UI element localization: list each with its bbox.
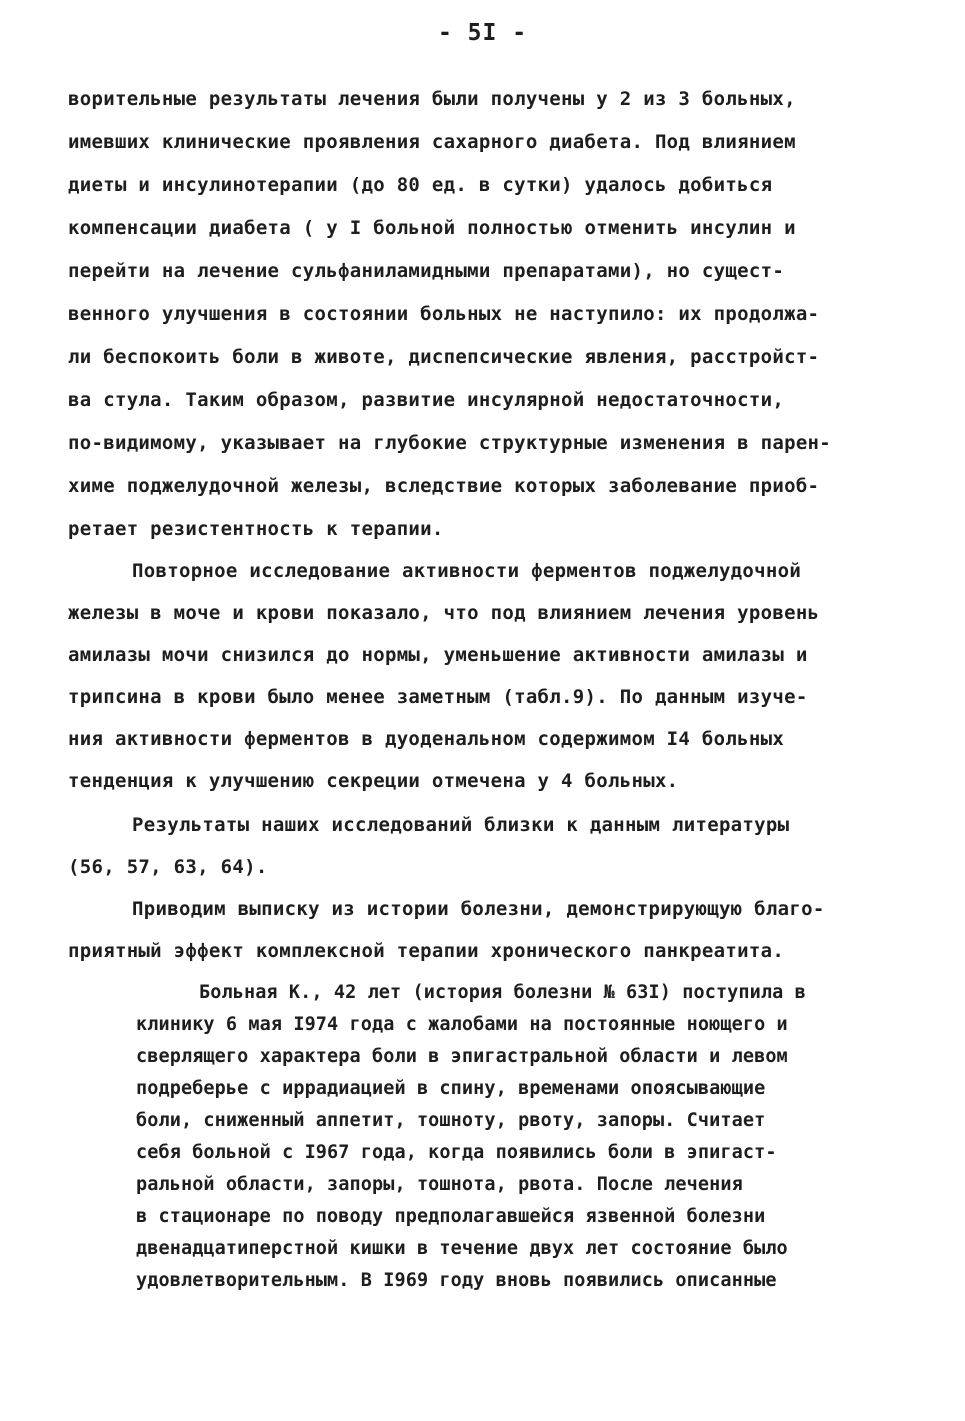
case-line: ральной области, запоры, тошнота, рвота. После лечения <box>136 1174 743 1195</box>
text-line: имевших клинические проявления сахарного диабета. Под влиянием <box>68 131 796 153</box>
text-line: (56, 57, 63, 64). <box>68 856 268 878</box>
text-line: Приводим выписку из истории болезни, демонстрирующую благо- <box>132 898 825 920</box>
text-line: трипсина в крови было менее заметным (табл.9). По данным изуче- <box>68 686 808 708</box>
text-line: ретает резистентность к терапии. <box>68 518 444 540</box>
text-line: по-видимому, указывает на глубокие структурные изменения в парен- <box>68 432 832 454</box>
text-line: диеты и инсулинотерапии (до 80 ед. в сутки) удалось добиться <box>68 174 773 196</box>
text-line: тенденция к улучшению секреции отмечена у 4 больных. <box>68 770 679 792</box>
page-number: - 5I - <box>437 20 528 46</box>
case-line: подреберье с иррадиацией в спину, временами опоясывающие <box>136 1078 766 1099</box>
text-line: Результаты наших исследований близки к данным литературы <box>132 814 790 836</box>
text-line: ли беспокоить боли в животе, диспепсические явления, расстройст- <box>68 346 820 368</box>
text-line: ния активности ферментов в дуоденальном содержимом I4 больных <box>68 728 785 750</box>
case-line: в стационаре по поводу предполагавшейся язвенной болезни <box>136 1206 766 1227</box>
case-line: сверлящего характера боли в эпигастральной области и левом <box>136 1046 788 1067</box>
text-line: ва стула. Таким образом, развитие инсулярной недостаточности, <box>68 389 785 411</box>
text-line: химе поджелудочной железы, вследствие которых заболевание приоб- <box>68 475 820 497</box>
case-line: боли, сниженный аппетит, тошноту, рвоту, запоры. Считает <box>136 1110 766 1131</box>
case-line: Больная К., 42 лет (история болезни № 63I) поступила в <box>199 982 806 1003</box>
text-line: перейти на лечение сульфаниламидными препаратами), но сущест- <box>68 260 785 282</box>
text-line: приятный эффект комплексной терапии хронического панкреатита. <box>68 940 785 962</box>
case-line: двенадцатиперстной кишки в течение двух лет состояние было <box>136 1238 788 1259</box>
text-line: венного улучшения в состоянии больных не наступило: их продолжа- <box>68 303 820 325</box>
text-line: железы в моче и крови показало, что под влиянием лечения уровень <box>68 602 820 624</box>
case-line: себя больной с I967 года, когда появились боли в эпигаст- <box>136 1142 777 1163</box>
case-line: удовлетворительным. В I969 году вновь появились описанные <box>136 1270 777 1291</box>
case-line: клинику 6 мая I974 года с жалобами на постоянные ноющего и <box>136 1014 788 1035</box>
text-line: Повторное исследование активности ферментов поджелудочной <box>132 560 802 582</box>
text-line: ворительные результаты лечения были получены у 2 из 3 больных, <box>68 88 796 110</box>
text-line: амилазы мочи снизился до нормы, уменьшение активности амилазы и <box>68 644 808 666</box>
text-line: компенсации диабета ( у I больной полностью отменить инсулин и <box>68 217 796 239</box>
